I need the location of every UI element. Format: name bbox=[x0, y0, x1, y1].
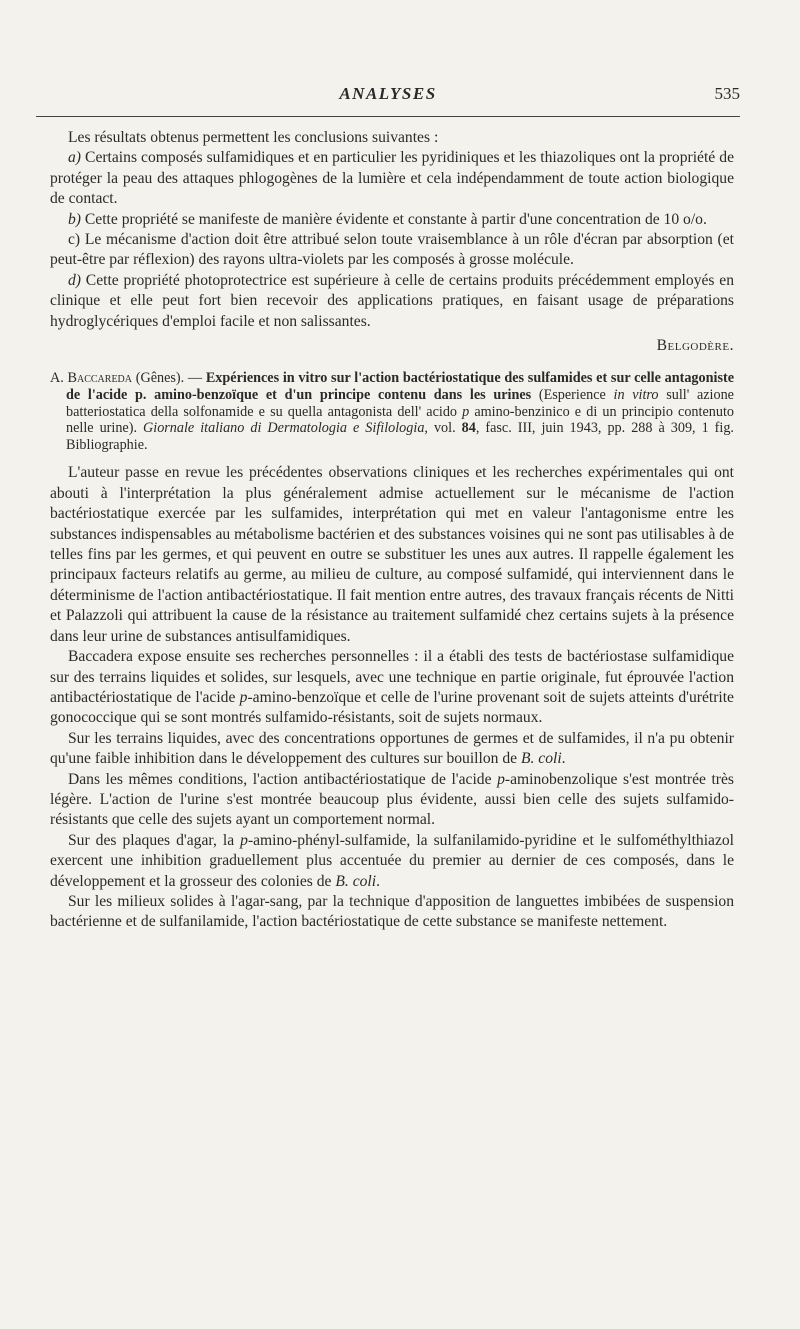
ref-original-p: p bbox=[462, 403, 470, 420]
p3-text-b: . bbox=[561, 750, 566, 768]
review-paragraph-2 bbox=[50, 647, 734, 729]
author-signature: Belgodère. bbox=[656, 337, 734, 355]
p3-text-a: Sur les terrains liquides, avec des concentrations opportunes de germes et de sulfamides, il n'a pu obtenir qu'une faible inhibition dans le développement des cultures sur bouillon de bbox=[50, 729, 734, 768]
ref-volume-prefix: , vol. bbox=[424, 420, 462, 437]
review-paragraph-6: Sur les milieux solides à l'agar-sang, par la technique d'apposition de languettes imbibées de suspension bactérienne et de sulfanilamide, l'action bactériostatique de cette substance se manifeste nettement. bbox=[50, 892, 734, 931]
ref-original-invitro: in vitro bbox=[613, 387, 659, 404]
review-paragraph-1: L'auteur passe en revue les précédentes observations cliniques et les recherches expérimentales qui ont abouti à l'interprétation la plus généralement admise actuellement sur le mécanisme de l'action bactériostatique exercée par les sulfamides, interprétation qui met en valeur l'antagonisme entre les substances indispensables au métabolisme bactérien et des substances voisines qui ne sont pas utilisables à de telles fins par les germes, et qui peuvent en outre se substituer les unes aux autres. Il rappelle également les principaux facteurs relatifs au germe, au milieu de culture, au composé sulfamidé, qui interviennent dans le déterminisme de l'action antibactériostatique. Il fait mention entre autres, des travaux français récents de Nitti et Palazzoli qui attribuent la cause de la résistance au traitement sulfamidé chez certains sujets à la présence dans leur urine de substances antisulfamidiques. bbox=[50, 464, 734, 645]
conclusion-d-text: Cette propriété photoprotectrice est supérieure à celle de certains produits précédemment employés en clinique et elle peut fort bien recevoir des applications pratiques, en faisant usage de préparations hydroglycériques d'emploi facile et non salissantes. bbox=[50, 271, 734, 330]
conclusion-a-text: Certains composés sulfamidiques et en particulier les pyridiniques et les thiazoliques ont la propriété de protéger la peau des attaques phlogogènes de la lumière et cela indépendamment de toute action biologique de contact. bbox=[50, 149, 734, 208]
ref-volume: 84 bbox=[461, 420, 476, 437]
conclusion-a bbox=[50, 148, 734, 209]
p5-text-c: . bbox=[376, 872, 380, 890]
p2-text-a: Baccadera expose ensuite ses recherches personnelles : il a établi des tests de bactériostase sulfamidique sur des terrains liquides et solides, sur lesquels, avec une technique en partie originale, fut éprouvée l'action antibactériostatique de l'acide bbox=[50, 648, 734, 706]
p4-text-b: -aminobenzolique s'est montrée très légère. L'action de l'urine s'est montrée beaucoup plus évidente, aussi bien celle des sujets sulfamido-résistants que celle des sujets ayant un comportement normal. bbox=[50, 770, 734, 829]
review-paragraph-5 bbox=[50, 831, 734, 892]
p5-text-b: -amino-phényl-sulfamide, la sulfanilamido-pyridine et le sulfométhylthiazol exercent une inhibition graduellement plus accentuée du premier au dernier de ces composés, dans le développement et la grosseur des colonies de bbox=[50, 831, 735, 890]
page-body bbox=[50, 128, 734, 933]
running-title: ANALYSES bbox=[339, 84, 437, 103]
review-paragraph-3 bbox=[50, 729, 734, 770]
conclusion-b-label: b) bbox=[68, 210, 81, 228]
ref-original-a: (Esperience bbox=[531, 387, 614, 404]
p5-species: B. coli bbox=[335, 872, 377, 890]
page-header bbox=[36, 80, 740, 117]
conclusion-b-text: Cette propriété se manifeste de manière évidente et constante à partir d'une concentration de 10 o/o. bbox=[81, 210, 707, 228]
p3-species: B. coli bbox=[520, 750, 562, 768]
p5-italic-p: p bbox=[240, 831, 248, 849]
ref-original-b: sull' azione batteriostatica della solfonamide e su quella antagonista dell' acido bbox=[66, 387, 734, 420]
bibliographic-reference bbox=[50, 370, 734, 453]
ref-original-c: amino-benzinico e di un principio contenuto nelle urine). bbox=[66, 403, 734, 437]
ref-journal: Giornale italiano di Dermatologia e Sifilologia bbox=[143, 420, 425, 437]
ref-city: (Gênes). — bbox=[132, 370, 206, 387]
p4-italic-p: p bbox=[497, 770, 505, 788]
p5-text-a: Sur des plaques d'agar, la bbox=[68, 831, 241, 849]
review-paragraph-4 bbox=[50, 770, 734, 831]
conclusions-intro: Les résultats obtenus permettent les conclusions suivantes : bbox=[68, 129, 439, 146]
conclusion-d bbox=[50, 271, 734, 332]
p2-italic-p: p bbox=[239, 688, 248, 706]
conclusion-d-label: d) bbox=[68, 271, 81, 289]
ref-author: Baccareda bbox=[67, 370, 132, 387]
conclusion-c: c) Le mécanisme d'action doit être attribué selon toute vraisemblance à un rôle d'écran par absorption (et peut-être par réflexion) des rayons ultra-violets par les composés à grosse molécule. bbox=[50, 231, 734, 269]
ref-volume-suffix: , fasc. III, juin 1943, pp. 288 à 309, 1 fig. Bibliographie. bbox=[66, 420, 734, 453]
ref-title: Expériences in vitro sur l'action bactériostatique des sulfamides et sur celle antagoniste de l'acide p. amino-benzoïque et d'un principe contenu dans les urines bbox=[66, 370, 734, 404]
p2-text-b: -amino-benzoïque et celle de l'urine provenant soit de sujets atteints d'urétrite gonococcique qui se sont montrés sulfamido-résistants, soit de sujets normaux. bbox=[50, 688, 734, 727]
ref-initial: A. bbox=[50, 370, 68, 387]
p4-text-a: Dans les mêmes conditions, l'action antibactériostatique de l'acide bbox=[68, 770, 498, 788]
page-number: 535 bbox=[714, 84, 740, 103]
conclusion-a-label: a) bbox=[68, 149, 81, 167]
conclusion-b bbox=[50, 210, 734, 230]
